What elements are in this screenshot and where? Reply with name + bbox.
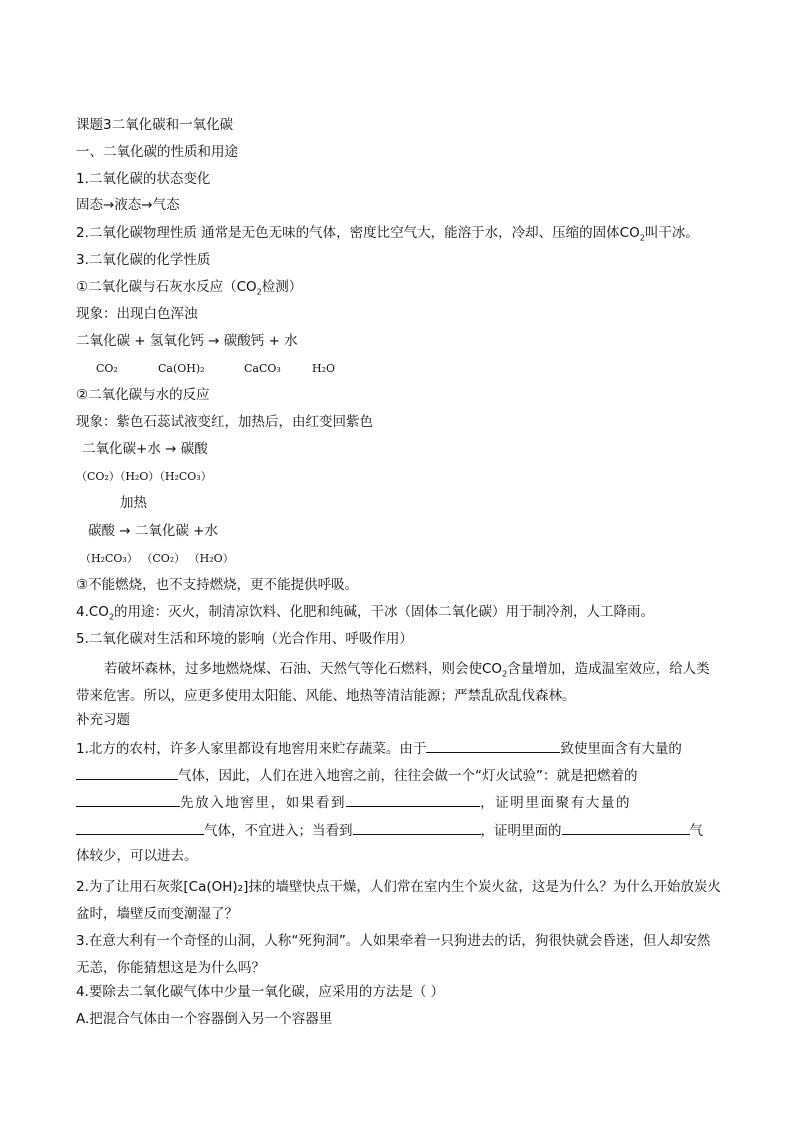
- question-4: 4.要除去二氧化碳气体中少量一氧化碳，应采用的方法是（ ）: [76, 984, 445, 1000]
- equation-limewater-words: 二氧化碳 + 氢氧化钙 → 碳酸钙 + 水: [76, 333, 298, 349]
- answer-blank[interactable]: [346, 792, 480, 807]
- formula-water: H₂O: [312, 362, 336, 375]
- heading-environment-impact: 5.二氧化碳对生活和环境的影响（光合作用、呼吸作用）: [76, 631, 413, 647]
- question-1-line-1: 1.北方的农村，许多人家里都设有地窖用来贮存蔬菜。由于 致使里面含有大量的: [76, 738, 682, 758]
- formula-calcium-hydroxide: Ca(OH)₂: [158, 362, 205, 375]
- question-1-line-5: 体较少，可以进去。: [76, 848, 198, 864]
- water-reaction-phenomenon: 现象：紫色石蕊试液变红，加热后，由红变回紫色: [76, 414, 373, 430]
- item-water-reaction: ②二氧化碳与水的反应: [76, 387, 210, 403]
- question-1-line-3: 先放入地窖里，如果看到 ，证明里面聚有大量的: [76, 792, 631, 812]
- formula-calcium-carbonate: CaCO₃: [244, 362, 281, 375]
- equation-carbonic-acid-words: 二氧化碳+水 → 碳酸: [82, 441, 208, 457]
- supplementary-exercises-heading: 补充习题: [76, 712, 130, 728]
- section-heading: 一、二氧化碳的性质和用途: [76, 144, 238, 160]
- answer-blank[interactable]: [76, 792, 180, 807]
- formula-co2: CO₂: [96, 362, 118, 375]
- question-2: 2.为了让用石灰浆[Ca(OH)₂]抹的墙壁快点干燥，人们常在室内生个炭火盆，这是为什么？为什么开始放炭火盆时，墙壁反而变潮湿了？: [76, 879, 721, 922]
- question-3: 3.在意大利有一个奇怪的山洞，人称“死狗洞”。人如果牵着一只狗进去的话，狗很快就会昏迷，但人却安然无恙，你能猜想这是为什么吗？: [76, 933, 711, 976]
- heading-state-change: 1.二氧化碳的状态变化: [76, 171, 211, 187]
- limewater-phenomenon: 现象：出现白色浑浊: [76, 306, 198, 322]
- physical-properties: 2.二氧化碳物理性质 通常是无色无味的气体，密度比空气大，能溶于水，冷却、压缩的固体$CO_2$叫干冰。: [76, 225, 699, 243]
- heating-condition: 加热: [120, 495, 147, 511]
- state-change-text: 固态→液态→气态: [76, 197, 180, 213]
- answer-blank[interactable]: [426, 738, 560, 753]
- document-title: 课题3二氧化碳和一氧化碳: [76, 117, 234, 133]
- equation-decomposition-formulas: （H₂CO₃） （CO₂） （H₂O）: [80, 552, 234, 565]
- answer-blank[interactable]: [76, 820, 204, 835]
- equation-carbonic-acid-formulas: （CO₂）（H₂O）（H₂CO₃）: [76, 470, 212, 483]
- equation-decomposition-words: 碳酸 → 二氧化碳 +水: [88, 523, 218, 539]
- answer-blank[interactable]: [562, 820, 690, 835]
- environment-paragraph: 若破坏森林，过多地燃烧煤、石油、天然气等化石燃料，则会使$CO_2$含量增加，造成温室效应，给人类带来危害。所以，应更多使用太阳能、风能、地热等清洁能源；严禁乱砍乱伐森林。: [76, 661, 710, 704]
- heading-chemical-properties: 3.二氧化碳的化学性质: [76, 252, 211, 268]
- question-4-option-a: A.把混合气体由一个容器倒入另一个容器里: [76, 1011, 333, 1027]
- question-1-line-2: 气体，因此，人们在进入地窖之前，往往会做一个“灯火试验”：就是把燃着的: [76, 765, 638, 785]
- co2-uses: $4.CO_2$的用途：灭火，制清凉饮料、化肥和纯碱，干冰（固体二氧化碳）用于制冷剂，人工降雨。: [76, 604, 655, 622]
- item-non-combustible: ③不能燃烧，也不支持燃烧，更不能提供呼吸。: [76, 577, 359, 593]
- item-limewater-reaction: ①二氧化碳与石灰水反应（$CO_2$检测）: [76, 279, 303, 297]
- question-1-line-4: 气体，不宜进入；当看到 ，证明里面的 气: [76, 820, 703, 840]
- answer-blank[interactable]: [76, 765, 178, 780]
- answer-blank[interactable]: [353, 820, 481, 835]
